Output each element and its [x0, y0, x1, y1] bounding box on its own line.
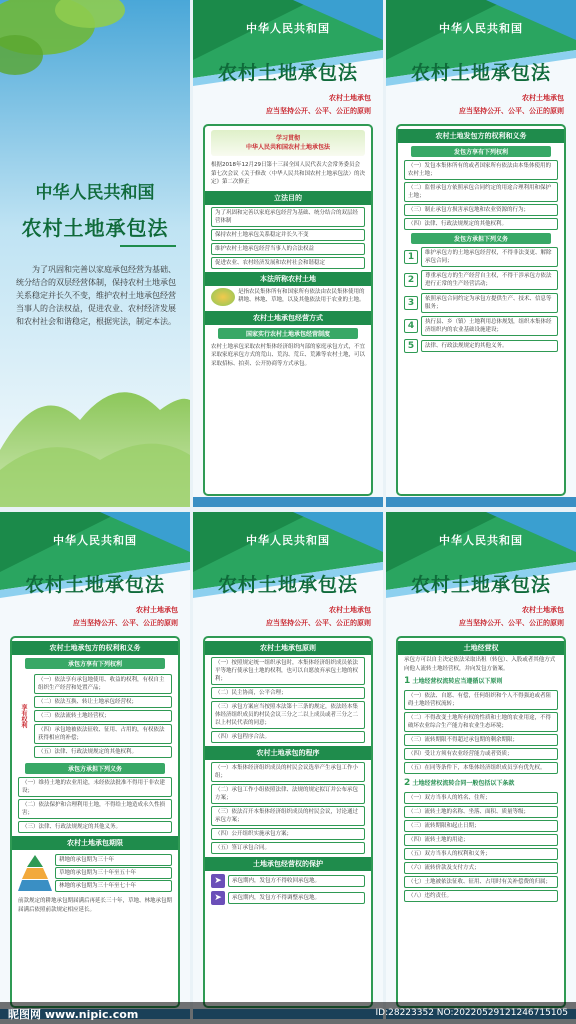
section-procedure: 农村土地承包的程序 [205, 746, 371, 760]
protection-row [211, 891, 365, 905]
header-country: 中华人民共和国 [246, 22, 330, 35]
intro-country: 中华人民共和国 [35, 183, 155, 203]
transfer-rule: （三）流转期限不得超过承包期的剩余期限； [404, 734, 558, 746]
amendment-note: 根据2018年12月29日第十三届全国人民代表大会常务委员会第七次会议《关于修改〈中华人民共和国农村土地承包法〉的决定》第二次修正 [211, 162, 366, 185]
panel-header [193, 0, 383, 122]
land-management-panel [386, 512, 576, 1019]
contract-system-label: 国家实行农村土地承包经营制度 [218, 328, 357, 339]
purpose-item: 维护农村土地承包经营当事人的合法权益 [211, 243, 365, 255]
header-title: 农村土地承包法 [410, 62, 551, 84]
transfer-rule: （四）受让方须有农业经营能力或者资质； [404, 748, 558, 760]
duty-row [404, 316, 558, 336]
content-card [396, 124, 566, 496]
number-2-icon: 2 [404, 273, 418, 287]
number-3-icon: 3 [404, 296, 418, 310]
number-2-icon: 2 [404, 778, 411, 788]
purpose-item: 保持农村土地承包关系稳定并长久不变 [211, 229, 365, 241]
intro-title: 农村土地承包法 [21, 216, 169, 240]
section-protection: 土地承包经营权的保护 [205, 857, 371, 871]
issuer-right: （四）法律、行政法规规定的其他权利。 [404, 218, 558, 230]
rural-land-row [205, 286, 371, 308]
contract-method-text: 农村土地承包采取农村集体经济组织内部的家庭承包方式，不宜采取家庭承包方式的荒山、荒沟、荒丘、荒滩等农村土地，可以采取招标、拍卖、公开协商等方式承包。 [211, 343, 366, 367]
contract-clauses-heading [398, 776, 564, 790]
footer-bar [193, 497, 383, 507]
study-banner [211, 130, 365, 156]
duty-row [404, 270, 558, 290]
protection-row [211, 874, 365, 888]
header-principle: 应当坚持公开、公平、公正的原则 [73, 619, 178, 627]
header-title: 农村土地承包法 [217, 62, 358, 84]
content-card [203, 124, 373, 496]
contractor-duty: （二）依法保护和合理利用土地，不得给土地造成永久性损害； [18, 799, 172, 819]
section-contract-term: 农村土地承包期限 [12, 836, 178, 850]
terms-block [12, 850, 178, 896]
procedure-step: （五）签订承包合同。 [211, 842, 365, 854]
header-country: 中华人民共和国 [439, 534, 523, 547]
clauses-block [398, 790, 564, 904]
header-principle: 应当坚持公开、公平、公正的原则 [459, 107, 564, 115]
contract-clause: （八）违约责任。 [404, 890, 558, 902]
duty-text: 依照承包合同约定为承包方提供生产、技术、信息等服务； [421, 293, 558, 313]
procedure-step: （三）依法召开本集体经济组织成员的村民会议，讨论通过承包方案； [211, 806, 365, 826]
header-country: 中华人民共和国 [53, 534, 137, 547]
study-banner-line1: 学习贯彻 [275, 135, 300, 142]
content-card [10, 636, 180, 1008]
header-title: 农村土地承包法 [217, 574, 358, 596]
intro-body: 为了巩固和完善以家庭承包经营为基础、统分结合的双层经营体制，保持农村土地承包关系稳定并长久不变，维护农村土地承包经营当事人的合法权益，促进农业、农村经济发展和农村社会和谐稳定，根据宪法，制定本法。 [16, 265, 176, 326]
transfer-rule: （一）依法、自愿、有偿，任何组织和个人不得强迫或者阻碍土地经营权流转； [404, 690, 558, 710]
duty-row [404, 293, 558, 313]
section-rural-land: 本法所称农村土地 [205, 272, 371, 286]
section-land-management-right: 土地经营权 [398, 641, 564, 655]
issuer-rights-label: 发包方享有下列权利 [411, 146, 550, 157]
contractor-duties-label: 承包方承担下列义务 [25, 763, 164, 774]
duty-text: 尊重承包方的生产经营自主权，不得干涉承包方依法进行正常的生产经营活动； [421, 270, 558, 290]
contractor-right: （二）依法互换、转让土地承包经营权； [34, 696, 172, 708]
contractor-right: （一）依法享有承包地使用、收益的权利，有权自主组织生产经营和处置产品； [34, 674, 172, 694]
purpose-item: 促进农业、农村经济发展和农村社会和谐稳定 [211, 257, 365, 269]
panel-header [0, 512, 190, 634]
duty-row [404, 247, 558, 267]
contract-clause: （三）流转期限和起止日期； [404, 820, 558, 832]
panel-header [193, 512, 383, 634]
section-contractor: 农村土地承包方的权利和义务 [12, 641, 178, 655]
contract-clause: （一）双方当事人的姓名、住所； [404, 792, 558, 804]
footer-bar [386, 497, 576, 507]
contractor-right: （四）承包地被依法征收、征用、占用的，有权依法获得相应的补偿； [34, 724, 172, 744]
header-subtitle: 农村土地承包 [522, 94, 564, 102]
procedure-step: （二）承包工作小组依照法律、法规的规定拟订并公布承包方案； [211, 784, 365, 804]
section-legislative-purpose: 立法目的 [205, 191, 371, 205]
header-principle: 应当坚持公开、公平、公正的原则 [266, 107, 371, 115]
issuer-right: （二）监督承包方依照承包合同约定的用途合理利用和保护土地； [404, 182, 558, 202]
contractor-duty: （三）法律、行政法规规定的其他义务。 [18, 821, 172, 833]
rural-land-definition: 是指农民集体所有和国家所有依法由农民集体使用的耕地、林地、草地，以及其他依法用于农业的土地。 [238, 288, 365, 303]
contract-clauses-title: 土地经营权流转合同一般包括以下条款 [412, 780, 515, 787]
watermark-bar [0, 1002, 576, 1024]
study-banner-line2: 中华人民共和国农村土地承包法 [245, 144, 330, 151]
transfer-principles-heading [398, 674, 564, 688]
contract-clause: （六）流转价款及支付方式； [404, 862, 558, 874]
panel-header [386, 512, 576, 634]
issuer-rights-panel [386, 0, 576, 507]
header-title: 农村土地承包法 [24, 574, 165, 596]
contract-clause: （五）双方当事人的权利和义务； [404, 848, 558, 860]
side-label: 享有权利 [20, 704, 27, 728]
intro-background [0, 0, 190, 507]
section-issuer: 农村土地发包方的权利和义务 [398, 129, 564, 143]
procedure-step: （四）公开组织实施承包方案； [211, 828, 365, 840]
issuer-right: （三）制止承包方损害承包地和农业资源的行为； [404, 204, 558, 216]
contract-clause: （七）土地被依法征收、征用、占用时有关补偿费的归属； [404, 876, 558, 888]
number-1-icon: 1 [404, 250, 418, 264]
contractor-duty: （一）维持土地的农业用途，未经依法批准不得用于非农建设； [18, 777, 172, 797]
header-subtitle: 农村土地承包 [136, 606, 178, 614]
header-subtitle: 农村土地承包 [522, 606, 564, 614]
principle-item: （一）按照规定统一组织承包时，本集体经济组织成员依法平等地行使承包土地的权利，也可以自愿放弃承包土地的权利； [211, 657, 365, 685]
contractor-right: （五）法律、行政法规规定的其他权利。 [34, 746, 172, 758]
principle-item: （二）民主协商，公平合理； [211, 687, 365, 699]
transfer-rule: （五）在同等条件下，本集体经济组织成员享有优先权。 [404, 762, 558, 774]
rights-block [12, 672, 178, 760]
transfer-rule: （二）不得改变土地所有权的性质和土地的农业用途，不得破坏农业综合生产能力和农业生态环境； [404, 712, 558, 732]
term-item: 草地的承包期为三十年至五十年 [55, 867, 172, 879]
legislative-purpose-panel [193, 0, 383, 507]
contract-principles-panel [193, 512, 383, 1019]
term-item: 林地的承包期为三十年至七十年 [55, 880, 172, 892]
contract-clause: （二）流转土地的名称、坐落、面积、质量等级； [404, 806, 558, 818]
arrow-right-icon: ➤ [211, 874, 225, 888]
contract-clause: （四）流转土地的用途； [404, 834, 558, 846]
content-card [396, 636, 566, 1008]
duty-row [404, 339, 558, 353]
duty-text: 维护承包方的土地承包经营权，不得非法变更、解除承包合同； [421, 247, 558, 267]
header-subtitle: 农村土地承包 [329, 606, 371, 614]
number-4-icon: 4 [404, 319, 418, 333]
header-country: 中华人民共和国 [246, 534, 330, 547]
principle-item: （四）承包程序合法。 [211, 731, 365, 743]
header-principle: 应当坚持公开、公平、公正的原则 [266, 619, 371, 627]
term-note: 前款规定的耕地承包期届满后再延长三十年，草地、林地承包期届满后依照前款规定相应延长。 [18, 898, 173, 913]
transfer-principles-title: 土地经营权流转应当遵循以下原则 [412, 678, 503, 685]
protection-text: 承包期内，发包方不得调整承包地。 [228, 892, 365, 904]
procedure-step: （一）本集体经济组织成员的村民会议选举产生承包工作小组； [211, 762, 365, 782]
panel-header [386, 0, 576, 122]
content-card [203, 636, 373, 1008]
issuer-duties-label: 发包方承担下列义务 [411, 233, 550, 244]
header-country: 中华人民共和国 [439, 22, 523, 35]
watermark-brand: 昵图网 www.nipic.com [8, 1008, 139, 1021]
intro-panel [0, 0, 190, 507]
duty-text: 法律、行政法规规定的其他义务。 [421, 340, 558, 352]
pyramid-icon [18, 855, 52, 891]
duty-text: 执行县、乡（镇）土地利用总体规划，组织本集体经济组织内的农业基础设施建设； [421, 316, 558, 336]
section-contract-method: 农村土地承包经营方式 [205, 311, 371, 325]
contractor-right: （三）依法流转土地经营权； [34, 710, 172, 722]
number-5-icon: 5 [404, 339, 418, 353]
number-1-icon: 1 [404, 676, 411, 686]
term-item: 耕地的承包期为三十年 [55, 854, 172, 866]
field-icon [211, 288, 235, 306]
header-principle: 应当坚持公开、公平、公正的原则 [459, 619, 564, 627]
intro-divider [120, 245, 176, 247]
protection-text: 承包期内，发包方不得收回承包地。 [228, 875, 365, 887]
watermark-id: ID:28223352 NO:20220529121246715105 [375, 1008, 568, 1018]
header-title: 农村土地承包法 [410, 574, 551, 596]
land-management-intro: 承包方可以自主决定依法采取出租（转包）、入股或者其他方式向他人流转土地经营权，并向发包方备案。 [404, 657, 556, 672]
purpose-item: 为了巩固和完善以家庭承包经营为基础、统分结合的双层经营体制 [211, 207, 365, 227]
contractor-rights-label: 承包方享有下列权利 [25, 658, 164, 669]
principle-item: （三）承包方案应当按照本法第十三条的规定，依法经本集体经济组织成员的村民会议三分之二以上成员或者三分之二以上村民代表的同意； [211, 701, 365, 729]
section-principles: 农村土地承包原则 [205, 641, 371, 655]
header-subtitle: 农村土地承包 [329, 94, 371, 102]
issuer-right: （一）发包本集体所有的或者国家所有依法由本集体使用的农村土地； [404, 160, 558, 180]
arrow-right-icon: ➤ [211, 891, 225, 905]
contractor-rights-panel [0, 512, 190, 1019]
